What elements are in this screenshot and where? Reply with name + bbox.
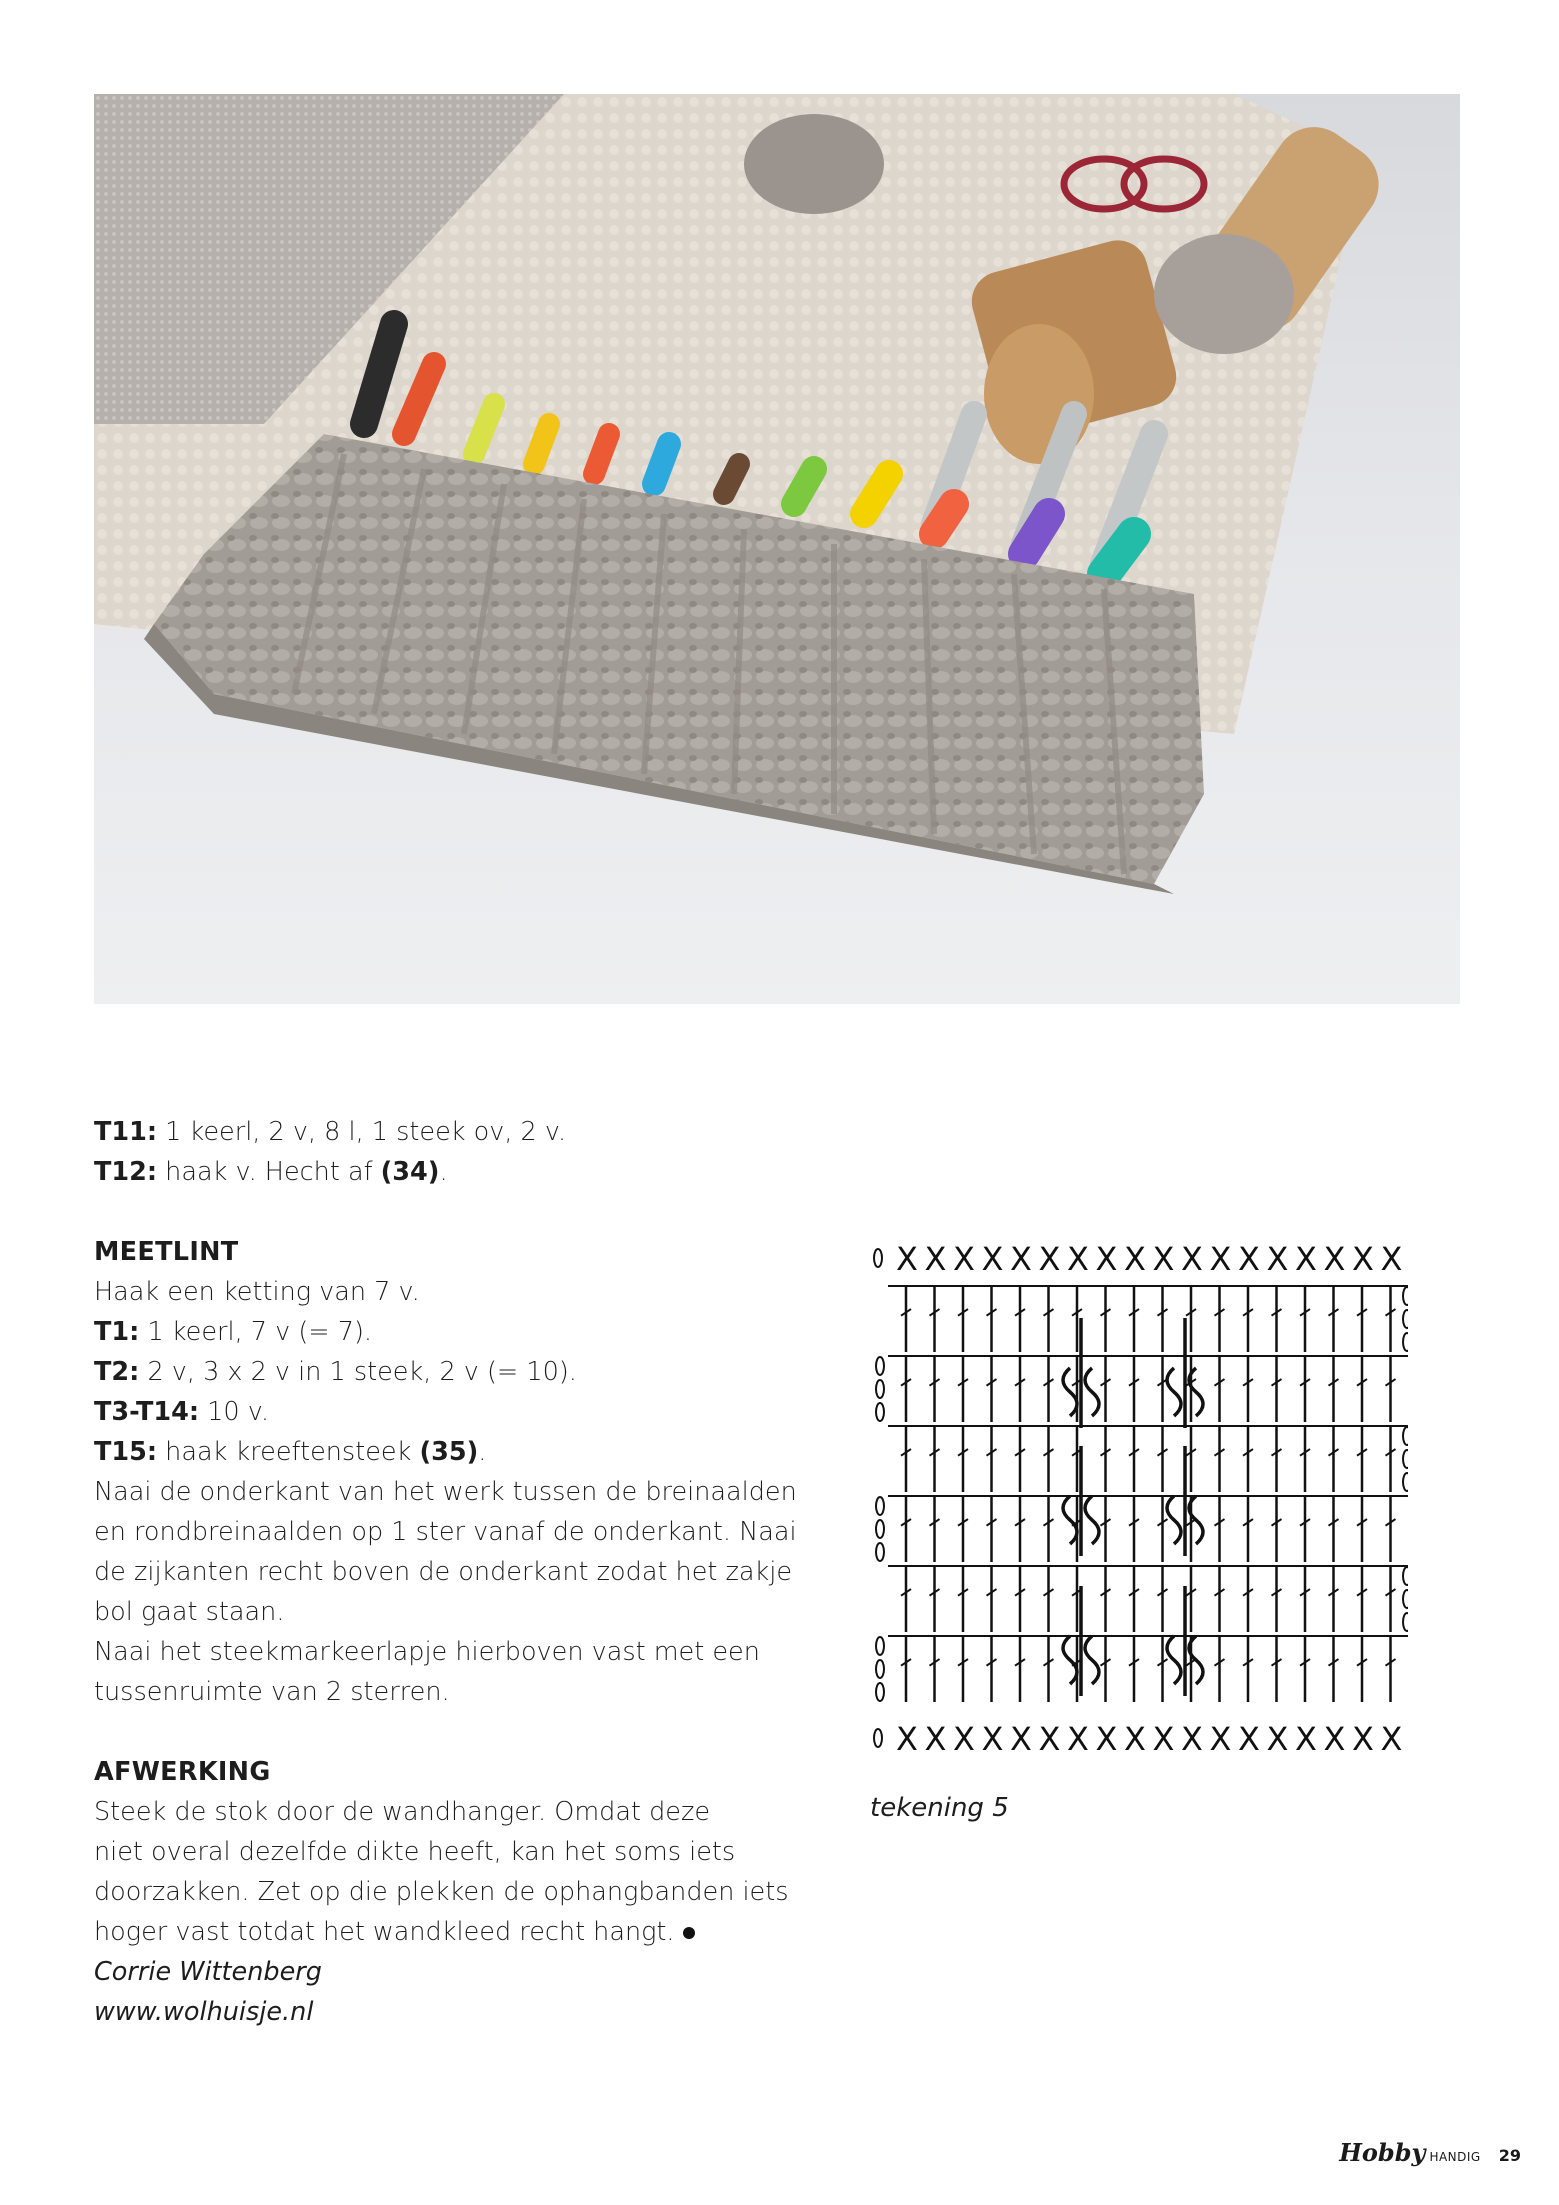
single-crochet-symbol: X bbox=[1067, 1240, 1089, 1278]
single-crochet-symbol: X bbox=[924, 1720, 947, 1758]
cable-stitch bbox=[1085, 1368, 1099, 1416]
row-t3-t14 bbox=[94, 1392, 814, 1432]
single-crochet-symbol: X bbox=[1010, 1240, 1032, 1278]
chain-symbol bbox=[1403, 1567, 1408, 1585]
chain-symbol bbox=[1403, 1310, 1408, 1328]
single-crochet-symbol: X bbox=[1124, 1720, 1146, 1758]
single-crochet-symbol: X bbox=[1124, 1240, 1146, 1278]
single-crochet-symbol: X bbox=[1295, 1240, 1317, 1278]
afwerking-heading: AFWERKING bbox=[94, 1757, 271, 1787]
para-line: tussenruimte van 2 sterren. bbox=[94, 1677, 450, 1707]
para-line: bol gaat staan. bbox=[94, 1597, 285, 1627]
single-crochet-symbol: X bbox=[1380, 1720, 1403, 1758]
chain-symbol bbox=[876, 1380, 884, 1398]
cable-stitch bbox=[1063, 1636, 1077, 1684]
single-crochet-symbol: X bbox=[1152, 1240, 1175, 1278]
brand-sub: HANDIG bbox=[1429, 2150, 1481, 2164]
para-line: de zijkanten recht boven de onderkant zodat het zakje bbox=[94, 1557, 793, 1587]
row-text: . bbox=[478, 1437, 487, 1467]
chain-symbol bbox=[876, 1637, 884, 1655]
row-label: T11: bbox=[94, 1117, 158, 1147]
row-label: T1: bbox=[94, 1317, 140, 1347]
brand-logo: Hobby bbox=[1339, 2138, 1426, 2167]
row-text: 2 v, 3 x 2 v in 1 steek, 2 v (= 10). bbox=[139, 1357, 577, 1387]
crochet-hook-roll-photo bbox=[94, 94, 1460, 1004]
para-line: Naai het steekmarkeerlapje hierboven vast met een bbox=[94, 1637, 760, 1667]
author: Corrie Wittenberg bbox=[94, 1957, 322, 1987]
single-crochet-symbol: X bbox=[1238, 1240, 1260, 1278]
figure-ref: (35) bbox=[419, 1437, 479, 1467]
chain-symbol bbox=[876, 1660, 884, 1678]
crochet-chart bbox=[868, 1238, 1408, 1768]
chain-symbol bbox=[1403, 1590, 1408, 1608]
single-crochet-symbol: X bbox=[896, 1240, 918, 1278]
para-line: niet overal dezelfde dikte heeft, kan het soms iets bbox=[94, 1837, 736, 1867]
cable-stitch bbox=[1085, 1496, 1099, 1544]
single-crochet-symbol: X bbox=[1152, 1720, 1175, 1758]
single-crochet-symbol: X bbox=[1038, 1240, 1061, 1278]
chain-symbol bbox=[1403, 1333, 1408, 1351]
cable-stitch bbox=[1063, 1496, 1077, 1544]
row-text: haak v. Hecht af bbox=[157, 1157, 381, 1187]
page-number: 29 bbox=[1498, 2146, 1521, 2165]
cable-stitch bbox=[1063, 1368, 1077, 1416]
para-line: hoger vast totdat het wandkleed recht hangt. bbox=[94, 1917, 675, 1947]
cable-stitch bbox=[1167, 1636, 1181, 1684]
single-crochet-symbol: X bbox=[1380, 1240, 1403, 1278]
single-crochet-symbol: X bbox=[1038, 1720, 1061, 1758]
single-crochet-symbol: X bbox=[924, 1240, 947, 1278]
single-crochet-symbol: X bbox=[1095, 1240, 1118, 1278]
single-crochet-symbol: X bbox=[981, 1720, 1004, 1758]
single-crochet-symbol: X bbox=[1181, 1240, 1203, 1278]
single-crochet-symbol: X bbox=[1266, 1240, 1289, 1278]
row-label: T12: bbox=[94, 1157, 158, 1187]
single-crochet-symbol: X bbox=[1010, 1720, 1032, 1758]
cable-stitch bbox=[1085, 1636, 1099, 1684]
para-line: en rondbreinaalden op 1 ster vanaf de onderkant. Naai bbox=[94, 1517, 797, 1547]
para-line: Naai de onderkant van het werk tussen de breinaalden bbox=[94, 1477, 797, 1507]
meetlint-heading: MEETLINT bbox=[94, 1237, 239, 1267]
row-label: T3-T14: bbox=[94, 1397, 200, 1427]
single-crochet-symbol: X bbox=[1209, 1240, 1232, 1278]
row-t1 bbox=[94, 1312, 814, 1352]
figure-ref: (34) bbox=[380, 1157, 440, 1187]
para-line: doorzakken. Zet op die plekken de ophangbanden iets bbox=[94, 1877, 789, 1907]
chain-symbol bbox=[876, 1497, 884, 1515]
single-crochet-symbol: X bbox=[953, 1240, 975, 1278]
single-crochet-symbol: X bbox=[1266, 1720, 1289, 1758]
chain-symbol bbox=[876, 1543, 884, 1561]
row-t2 bbox=[94, 1352, 814, 1392]
row-t11 bbox=[94, 1112, 814, 1152]
website-link[interactable]: www.wolhuisje.nl bbox=[94, 1997, 314, 2027]
row-text: 1 keerl, 2 v, 8 l, 1 steek ov, 2 v. bbox=[157, 1117, 567, 1147]
single-crochet-symbol: X bbox=[896, 1720, 918, 1758]
row-text: 1 keerl, 7 v (= 7). bbox=[139, 1317, 373, 1347]
para-line: Steek de stok door de wandhanger. Omdat deze bbox=[94, 1797, 711, 1827]
page-footer bbox=[1339, 2138, 1521, 2167]
chain-symbol bbox=[874, 1249, 882, 1267]
chart-caption: tekening 5 bbox=[870, 1793, 1009, 1823]
single-crochet-symbol: X bbox=[1067, 1720, 1089, 1758]
single-crochet-symbol: X bbox=[1323, 1240, 1346, 1278]
cable-stitch bbox=[1167, 1368, 1181, 1416]
single-crochet-symbol: X bbox=[1238, 1720, 1260, 1758]
chain-symbol bbox=[1403, 1450, 1408, 1468]
cable-stitch bbox=[1167, 1496, 1181, 1544]
single-crochet-symbol: X bbox=[1181, 1720, 1203, 1758]
chain-symbol bbox=[874, 1729, 882, 1747]
chain-symbol bbox=[1403, 1427, 1408, 1445]
single-crochet-symbol: X bbox=[1095, 1720, 1118, 1758]
row-text: 10 v. bbox=[199, 1397, 269, 1427]
row-text: . bbox=[439, 1157, 448, 1187]
chain-symbol bbox=[1403, 1287, 1408, 1305]
row-label: T2: bbox=[94, 1357, 140, 1387]
chain-symbol bbox=[876, 1520, 884, 1538]
single-crochet-symbol: X bbox=[1352, 1240, 1374, 1278]
chain-symbol bbox=[1403, 1473, 1408, 1491]
single-crochet-symbol: X bbox=[981, 1240, 1004, 1278]
para-line-last bbox=[94, 1912, 814, 1952]
row-text: haak kreeftensteek bbox=[157, 1437, 420, 1467]
chain-symbol bbox=[876, 1403, 884, 1421]
chain-symbol bbox=[1403, 1613, 1408, 1631]
row-label: T15: bbox=[94, 1437, 158, 1467]
instructions-column bbox=[94, 1112, 814, 2032]
row-t12 bbox=[94, 1152, 814, 1192]
row-t15 bbox=[94, 1432, 814, 1472]
meetlint-intro: Haak een ketting van 7 v. bbox=[94, 1277, 420, 1307]
end-bullet-icon bbox=[683, 1927, 695, 1939]
single-crochet-symbol: X bbox=[1352, 1720, 1374, 1758]
single-crochet-symbol: X bbox=[1323, 1720, 1346, 1758]
single-crochet-symbol: X bbox=[953, 1720, 975, 1758]
chain-symbol bbox=[876, 1357, 884, 1375]
single-crochet-symbol: X bbox=[1295, 1720, 1317, 1758]
chain-symbol bbox=[876, 1683, 884, 1701]
single-crochet-symbol: X bbox=[1209, 1720, 1232, 1758]
